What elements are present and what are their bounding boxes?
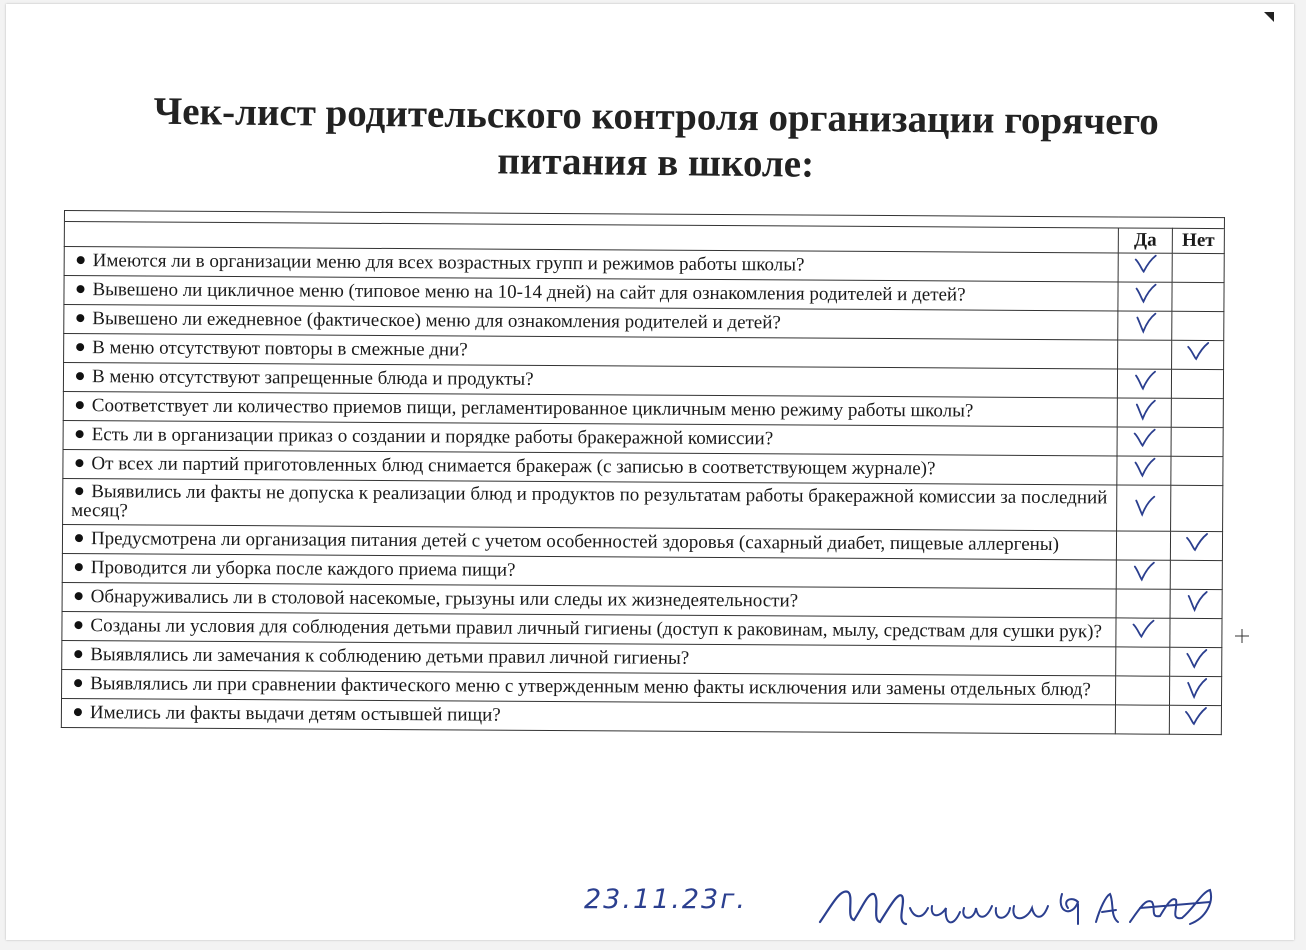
header-no: Нет <box>1172 228 1224 253</box>
answer-no-cell <box>1171 456 1223 485</box>
answer-no-cell <box>1172 311 1224 340</box>
title-line-1: Чек-лист родительского контроля организации горячего <box>153 89 1160 144</box>
question-text: Обнаруживались ли в столовой насекомые, грызуны или следы их жизнедеятельности? <box>90 586 799 612</box>
answer-no-cell <box>1172 282 1224 311</box>
answer-yes-cell <box>1116 560 1170 589</box>
checkmark-icon <box>1184 648 1208 670</box>
checkmark-icon <box>1132 370 1156 392</box>
question-cell <box>63 478 1117 530</box>
answer-yes-cell <box>1116 531 1170 560</box>
question-text: Имеются ли в организации меню для всех возрастных групп и режимов работы школы? <box>92 250 805 276</box>
checkmark-icon <box>1131 619 1155 641</box>
answer-no-cell <box>1170 531 1222 560</box>
question-text: Проводится ли уборка после каждого приема пищи? <box>90 557 516 581</box>
bullet-icon <box>74 650 82 658</box>
bullet-icon <box>75 534 83 542</box>
checkmark-icon <box>1186 341 1210 363</box>
checkmark-icon <box>1131 561 1155 583</box>
question-text: Выявлялись ли при сравнении фактического меню с утвержденным меню факты исключения или замены отдельных блюд? <box>90 673 1091 701</box>
question-cell <box>61 698 1115 733</box>
answer-no-cell <box>1171 369 1223 398</box>
bullet-icon <box>74 621 82 629</box>
crosshair-icon <box>1235 629 1249 643</box>
checklist-rows <box>61 247 1224 735</box>
title-line-2: питания в школе: <box>497 139 815 186</box>
question-text: Созданы ли условия для соблюдения детьми правил личный гигиены (доступ к раковинам, мылу, средствам для сушки рук)? <box>90 615 1103 643</box>
question-text: Предусмотрена ли организация питания детей с учетом особенностей здоровья (сахарный диабет, пищевые аллергены) <box>90 528 1059 556</box>
bullet-icon <box>75 592 83 600</box>
answer-yes-cell <box>1118 253 1172 282</box>
checkmark-icon <box>1133 254 1157 276</box>
answer-yes-cell <box>1117 398 1171 427</box>
answer-yes-cell <box>1118 340 1172 369</box>
answer-yes-cell <box>1116 589 1170 618</box>
bullet-icon <box>76 343 84 351</box>
checklist-table <box>61 210 1225 735</box>
bullet-icon <box>74 708 82 716</box>
question-text: В меню отсутствуют повторы в смежные дни? <box>92 337 468 361</box>
checkmark-icon <box>1132 428 1156 450</box>
bullet-icon <box>75 487 83 495</box>
corner-mark <box>1264 12 1274 22</box>
answer-no-cell <box>1171 485 1223 531</box>
answer-no-cell <box>1170 618 1222 647</box>
answer-no-cell <box>1169 676 1221 705</box>
checklist-table-wrap <box>61 210 1232 735</box>
header-yes: Да <box>1118 228 1172 253</box>
bullet-icon <box>75 459 83 467</box>
checkmark-icon <box>1133 312 1157 334</box>
answer-no-cell <box>1170 560 1222 589</box>
answer-no-cell <box>1172 340 1224 369</box>
bullet-icon <box>76 372 84 380</box>
answer-no-cell <box>1170 589 1222 618</box>
question-text: Вывешено ли цикличное меню (типовое меню на 10-14 дней) на сайт для ознакомления родителей и детей? <box>92 279 966 306</box>
question-text: Выявились ли факты не допуска к реализации блюд и продуктов по результатам работы бракеражной комиссии за последний месяц? <box>71 481 1108 522</box>
signature-area <box>580 880 1240 936</box>
answer-no-cell <box>1172 253 1224 282</box>
answer-yes-cell <box>1117 427 1171 456</box>
bullet-icon <box>77 256 85 264</box>
question-text: Вывешено ли ежедневное (фактическое) меню для ознакомления родителей и детей? <box>92 308 781 334</box>
checkmark-icon <box>1184 532 1208 554</box>
bullet-icon <box>76 401 84 409</box>
answer-no-cell <box>1170 647 1222 676</box>
answer-yes-cell <box>1118 311 1172 340</box>
answer-yes-cell <box>1117 456 1171 485</box>
answer-yes-cell <box>1115 676 1169 705</box>
bullet-icon <box>76 285 84 293</box>
answer-yes-cell <box>1116 618 1170 647</box>
answer-no-cell <box>1171 398 1223 427</box>
page-title <box>46 88 1267 193</box>
question-text: Соответствует ли количество приемов пищи, регламентированное цикличным меню режиму работы школы? <box>91 395 974 422</box>
checkmark-icon <box>1184 677 1208 699</box>
handwritten-date: 23.11.23г. <box>584 884 748 915</box>
question-text: Имелись ли факты выдачи детям остывшей пищи? <box>89 702 501 726</box>
question-text: Есть ли в организации приказ о создании и порядке работы бракеражной комиссии? <box>91 424 774 450</box>
bullet-icon <box>76 314 84 322</box>
checkmark-icon <box>1132 399 1156 421</box>
answer-yes-cell <box>1116 647 1170 676</box>
checkmark-icon <box>1133 283 1157 305</box>
handwritten-signature <box>810 878 1220 936</box>
answer-no-cell <box>1169 705 1221 734</box>
answer-no-cell <box>1171 427 1223 456</box>
question-text: В меню отсутствуют запрещенные блюда и продукты? <box>91 366 534 390</box>
answer-yes-cell <box>1115 705 1169 734</box>
answer-yes-cell <box>1117 369 1171 398</box>
question-text: Выявлялись ли замечания к соблюдению детьми правил личной гигиены? <box>90 644 690 669</box>
checkmark-icon <box>1183 706 1207 728</box>
checkmark-icon <box>1132 457 1156 479</box>
answer-yes-cell <box>1117 485 1171 531</box>
bullet-icon <box>76 430 84 438</box>
checkmark-icon <box>1132 494 1156 516</box>
answer-yes-cell <box>1118 282 1172 311</box>
bullet-icon <box>75 563 83 571</box>
bullet-icon <box>74 679 82 687</box>
checkmark-icon <box>1184 590 1208 612</box>
question-text: От всех ли партий приготовленных блюд снимается бракераж (с записью в соответствующем журнале)? <box>91 453 936 480</box>
table-row <box>63 478 1223 531</box>
